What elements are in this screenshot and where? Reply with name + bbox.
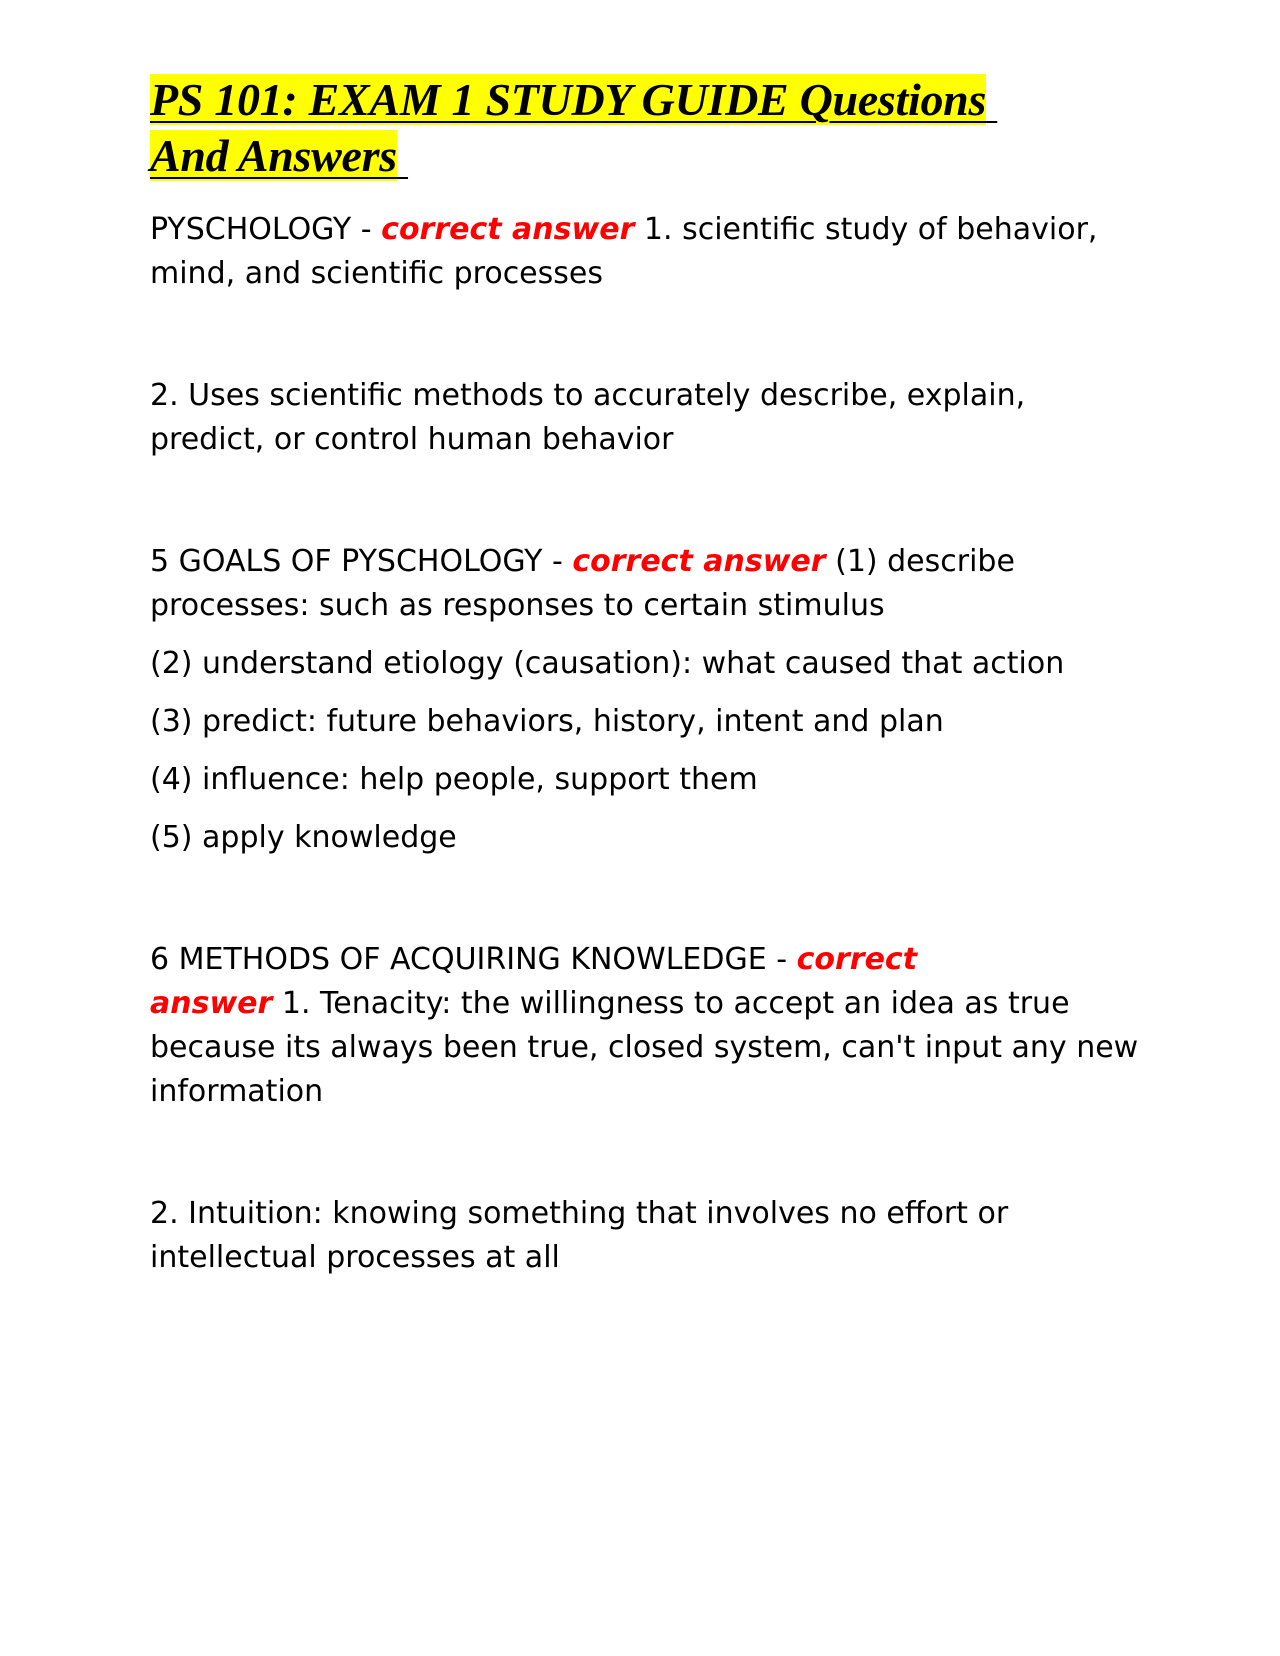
answer-label: correct answer: [381, 212, 635, 247]
entry-goals: [150, 540, 1140, 628]
title-line-1: PS 101: EXAM 1 STUDY GUIDE Questions: [150, 74, 987, 125]
answer-label-part-1: correct: [796, 942, 918, 977]
entry-psychology: [150, 208, 1140, 296]
answer-continuation: (4) influence: help people, support them: [150, 762, 758, 797]
answer-continuation: 2. Uses scientific methods to accurately describe, explain, predict, or control human behavior: [150, 378, 1026, 457]
answer-label: correct answer: [572, 544, 826, 579]
term-label: PYSCHOLOGY -: [150, 212, 382, 247]
title-line-2: And Answers: [150, 130, 397, 181]
answer-continuation: (3) predict: future behaviors, history, intent and plan: [150, 704, 944, 739]
answer-continuation: (5) apply knowledge: [150, 820, 457, 855]
entry-methods: [150, 938, 1140, 1114]
document-page: [150, 72, 1140, 1280]
answer-text: (1) describe processes: such as responses to certain stimulus: [150, 544, 1015, 623]
document-title: [150, 72, 1140, 184]
answer-text: 1. Tenacity: the willingness to accept an idea as true because its always been true, closed system, can't input any new information: [150, 986, 1139, 1109]
answer-continuation: 2. Intuition: knowing something that involves no effort or intellectual processes at all: [150, 1196, 1009, 1275]
term-label: 6 METHODS OF ACQUIRING KNOWLEDGE -: [150, 942, 797, 977]
answer-text: 1. scientific study of behavior, mind, and scientific processes: [150, 212, 1098, 291]
answer-continuation: (2) understand etiology (causation): what caused that action: [150, 646, 1065, 681]
answer-label-part-2: answer: [150, 986, 273, 1021]
document-body: [150, 208, 1140, 1280]
term-label: 5 GOALS OF PYSCHOLOGY -: [150, 544, 573, 579]
